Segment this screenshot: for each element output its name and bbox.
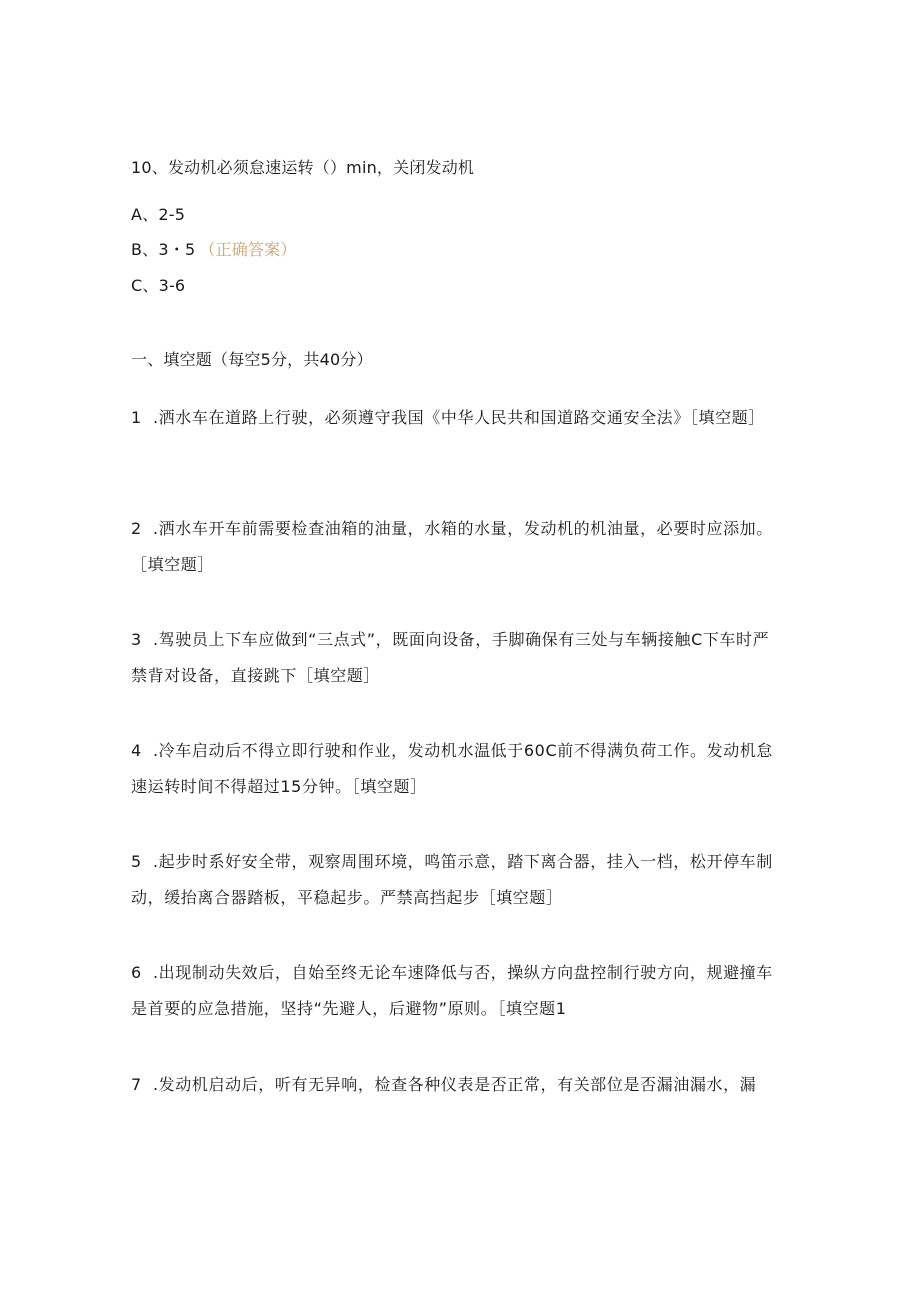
- option-a-text: A、2-5: [131, 205, 186, 224]
- item-number: 6: [131, 963, 142, 982]
- fill-blank-item-4: [131, 733, 781, 805]
- item-text: .洒水车开车前需要检查油箱的油量，水箱的水量，发动机的机油量，必要时应添加。［填空题］: [131, 519, 773, 574]
- fill-blank-item-6: [131, 955, 781, 1027]
- item-text: .发动机启动后，听有无异响，检查各种仪表是否正常，有关部位是否漏油漏水，漏: [153, 1075, 757, 1094]
- option-b: [131, 240, 297, 260]
- item-text: .冷车启动后不得立即行驶和作业，发动机水温低于60C前不得满负荷工作。发动机怠速运转时间不得超过15分钟。［填空题］: [131, 741, 774, 796]
- item-number: 5: [131, 852, 142, 871]
- option-c: [131, 276, 185, 296]
- option-a: [131, 205, 185, 225]
- question-10-prompt: 10、发动机必须怠速运转（）min，关闭发动机: [131, 158, 475, 177]
- fill-blank-item-7: [131, 1067, 781, 1103]
- item-number: 7: [131, 1075, 142, 1094]
- fill-blank-item-2: [131, 511, 781, 583]
- option-c-text: C、3-6: [131, 276, 186, 295]
- item-text: .驾驶员上下车应做到“三点式”，既面向设备，手脚确保有三处与车辆接触C下车时严禁背对设备，直接跳下［填空题］: [131, 630, 770, 685]
- option-b-text: B、3・5: [131, 240, 196, 259]
- fill-blank-item-1: [131, 400, 781, 436]
- fill-blank-item-5: [131, 844, 781, 916]
- item-text: .洒水车在道路上行驶，必须遵守我国《中华人民共和国道路交通安全法》［填空题］: [153, 408, 765, 427]
- item-text: .出现制动失效后，自始至终无论车速降低与否，操纵方向盘控制行驶方向，规避撞车是首要的应急措施，坚持“先避人，后避物”原则。［填空题1: [131, 963, 773, 1018]
- item-number: 4: [131, 741, 142, 760]
- item-number: 1: [131, 408, 142, 427]
- item-number: 3: [131, 630, 142, 649]
- item-number: 2: [131, 519, 142, 538]
- item-text: .起步时系好安全带，观察周围环境，鸣笛示意，踏下离合器，挂入一档，松开停车制动，缓抬离合器踏板，平稳起步。严禁高挡起步［填空题］: [131, 852, 773, 907]
- correct-answer-tag: （正确答案）: [199, 240, 297, 259]
- fill-blank-item-3: [131, 622, 781, 694]
- section-heading: 一、填空题（每空5分，共40分）: [131, 350, 373, 369]
